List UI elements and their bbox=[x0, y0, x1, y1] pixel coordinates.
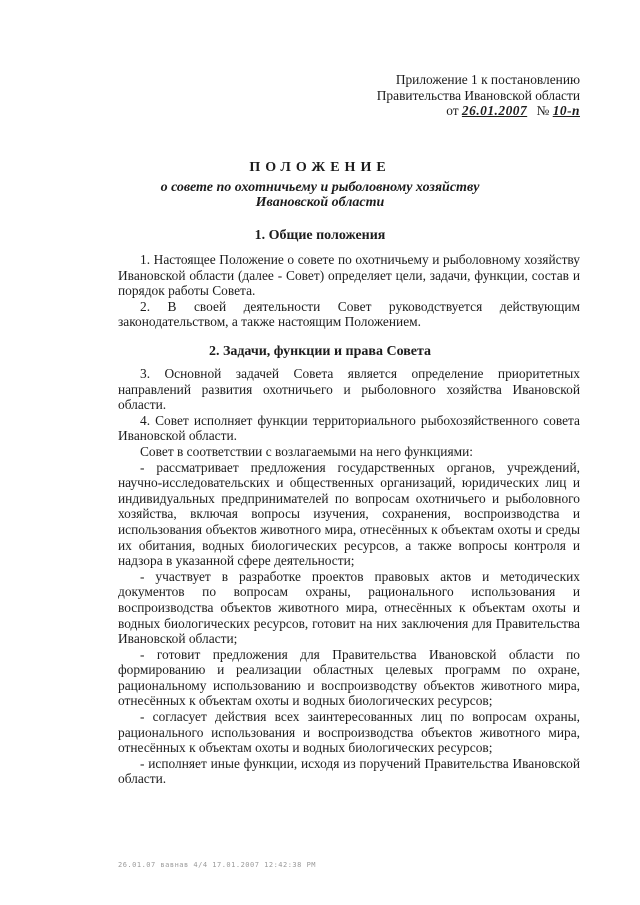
paragraph-3: 3. Основной задачей Совета является определение приоритетных направлений развития охотничьего и рыболовного хозяйства Ивановской области. bbox=[118, 366, 580, 413]
annex-date-prefix: от bbox=[446, 103, 459, 119]
footer-stamp: 26.01.07 вавнав 4/4 17.01.2007 12:42:38 PM bbox=[118, 861, 317, 869]
list-item-5: - исполняет иные функции, исходя из поручений Правительства Ивановской области. bbox=[118, 755, 580, 787]
paragraph-2: 2. В своей деятельности Совет руководствуется действующим законодательством, а также настоящим Положением. bbox=[118, 298, 580, 330]
paragraph-1: 1. Настоящее Положение о совете по охотничьему и рыболовному хозяйству Ивановской области (далее - Совет) определяет цели, задачи, функции, состав и порядок работы Совета. bbox=[118, 252, 580, 299]
annex-number-sign: № bbox=[536, 103, 550, 119]
annex-line-1: Приложение 1 к постановлению bbox=[395, 72, 580, 87]
section-2-heading: 2. Задачи, функции и права Совета bbox=[208, 344, 432, 359]
title-subtitle-2: Ивановской области bbox=[255, 195, 385, 211]
document-title bbox=[110, 160, 530, 211]
list-item-2: - участвует в разработке проектов правовых актов и методических документов по вопросам охраны, рационального использования и воспроизводства объектов животного мира, отнесённых к объектам охоты и водных биологических ресурсов, готовит на них заключения для Правительства Ивановской области; bbox=[118, 568, 580, 647]
list-item-1: - рассматривает предложения государственных органов, учреждений, научно-исследовательских и общественных организаций, юридических лиц и индивидуальных предпринимателей по вопросам охотничьего и рыболовного хозяйства, включая вопросы изучения, сохранения, воспроизводства и использования объектов животного мира, отнесённых к объектам охоты и среды их обитания, водных биологических ресурсов, а также вопросы контроля и надзора в указанной сфере деятельности; bbox=[118, 459, 580, 569]
paragraph-4: 4. Совет исполняет функции территориального рыбохозяйственного совета Ивановской области. bbox=[118, 412, 580, 444]
section-2-body bbox=[118, 366, 580, 787]
title-subtitle-1: о совете по охотничьему и рыболовному хозяйству bbox=[160, 179, 480, 195]
annex-number: 10-п bbox=[552, 103, 580, 119]
annex-date-number bbox=[360, 103, 580, 119]
section-1-heading: 1. Общие положения bbox=[254, 228, 386, 243]
annex-line-2: Правительства Ивановской области bbox=[376, 87, 580, 103]
title-main: ПОЛОЖЕНИЕ bbox=[249, 160, 391, 175]
list-item-4: - согласует действия всех заинтересованных лиц по вопросам охраны, рационального использования и воспроизводства объектов животного мира, отнесённых к объектам охоты и водных биологических ресурсов; bbox=[118, 709, 580, 756]
annex-block bbox=[360, 72, 580, 119]
annex-date: 26.01.2007 bbox=[461, 103, 528, 119]
paragraph-5: Совет в соответствии с возлагаемыми на него функциями: bbox=[140, 443, 473, 459]
list-item-3: - готовит предложения для Правительства Ивановской области по формированию и реализации областных целевых программ по охране, рациональному использованию и воспроизводству объектов животного мира, отнесённых к объектам охоты и водных биологических ресурсов; bbox=[118, 646, 580, 709]
section-1-body bbox=[118, 252, 580, 330]
